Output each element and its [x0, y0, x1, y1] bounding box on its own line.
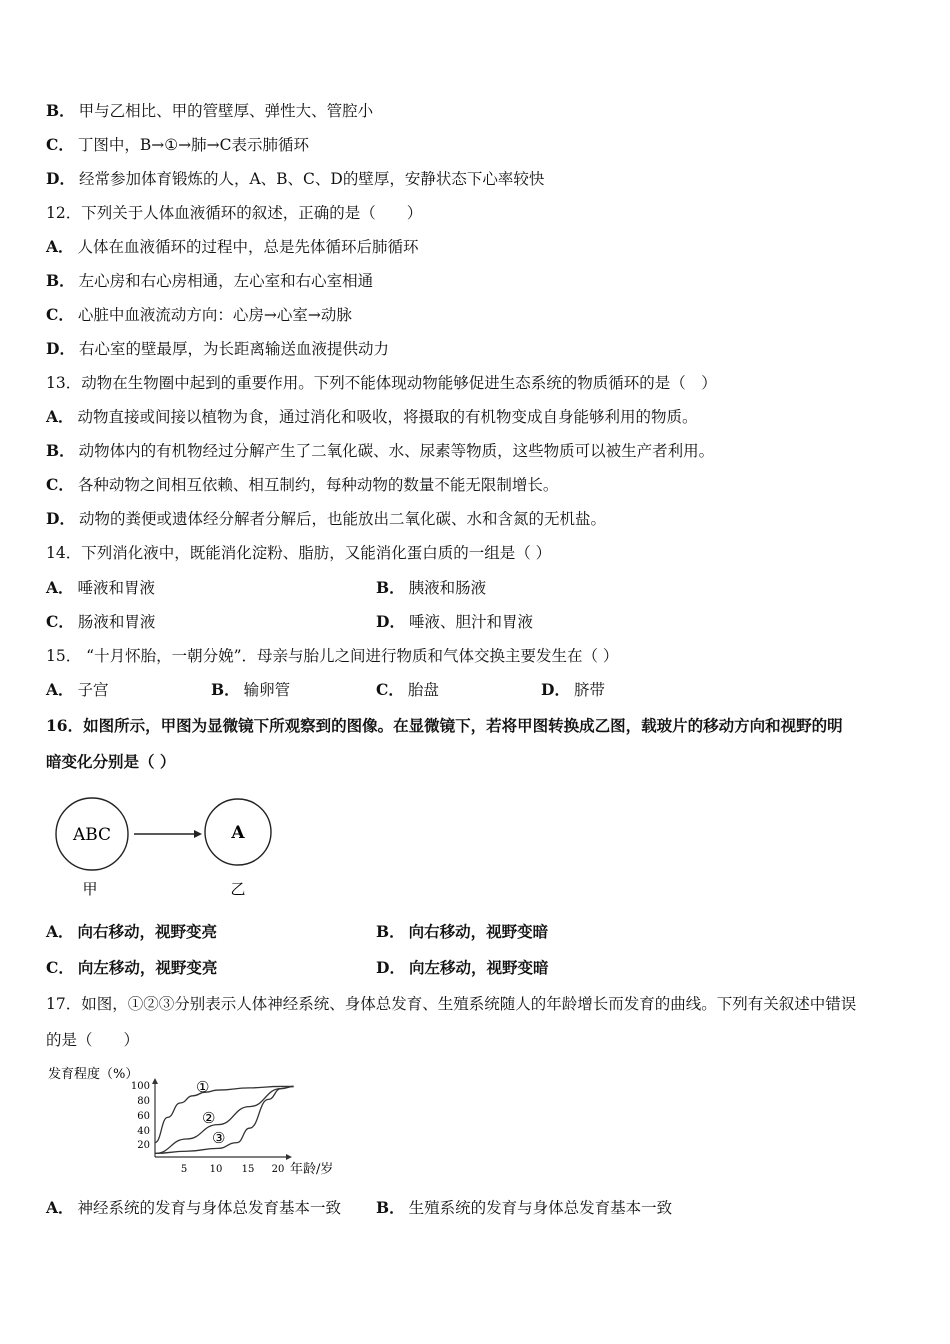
q14-option-d: D． 唾液、胆汁和胃液 — [376, 612, 533, 631]
q13-option-d: D． 动物的粪便或遗体经分解者分解后，也能放出二氧化碳、水和含氮的无机盐。 — [46, 509, 606, 528]
x-axis-title: 年龄/岁 — [290, 1162, 334, 1177]
y-tick-40: 40 — [137, 1126, 150, 1137]
q16-stem-line1: 16．如图所示，甲图为显微镜下所观察到的图像。在显微镜下，若将甲图转换成乙图，载玻片的移动方向和视野的明 — [46, 716, 843, 735]
q13-stem: 13．动物在生物圈中起到的重要作用。下列不能体现动物能够促进生态系统的物质循环的是（ ） — [46, 374, 717, 392]
caption-yi: 乙 — [230, 880, 246, 898]
y-tick-20: 20 — [137, 1140, 150, 1151]
q12-option-b: B． 左心房和右心房相通，左心室和右心室相通 — [46, 271, 374, 290]
q11-option-b: B． 甲与乙相比、甲的管壁厚、弹性大、管腔小 — [46, 101, 374, 120]
q14-option-a: A． 唾液和胃液 — [46, 578, 156, 597]
q16-option-d: D． 向左移动，视野变暗 — [376, 958, 549, 977]
jia-image-text: ABC — [72, 825, 112, 845]
y-axis-arrow-icon — [152, 1078, 158, 1084]
q12-option-a: A． 人体在血液循环的过程中，总是先体循环后肺循环 — [46, 237, 419, 256]
q15-option-d: D． 脐带 — [541, 680, 605, 699]
x-axis-arrow-icon — [286, 1154, 292, 1160]
q14-stem: 14．下列消化液中，既能消化淀粉、脂肪，又能消化蛋白质的一组是（ ） — [46, 544, 552, 562]
q11-option-d: D． 经常参加体育锻炼的人，A、B、C、D的壁厚，安静状态下心率较快 — [46, 169, 545, 188]
curve-label-1: ① — [196, 1078, 210, 1096]
q12-stem: 12．下列关于人体血液循环的叙述，正确的是（ ） — [46, 204, 423, 222]
q16-option-a: A． 向右移动，视野变亮 — [46, 922, 218, 941]
y-tick-80: 80 — [137, 1096, 150, 1107]
q16-option-c: C． 向左移动，视野变亮 — [46, 958, 218, 977]
arrow-head-icon — [194, 830, 202, 838]
q13-option-a: A． 动物直接或间接以植物为食，通过消化和吸收，将摄取的有机物变成自身能够利用的物质。 — [46, 407, 698, 426]
q15-stem: 15． “十月怀胎，一朝分娩”．母亲与胎儿之间进行物质和气体交换主要发生在（ ） — [46, 647, 619, 665]
q14-option-c: C． 肠液和胃液 — [46, 612, 156, 631]
q14-option-b: B． 胰液和肠液 — [376, 578, 487, 597]
q17-option-a: A． 神经系统的发育与身体总发育基本一致 — [46, 1198, 342, 1217]
yi-image-text: A — [231, 823, 245, 843]
curve-label-2: ② — [202, 1109, 216, 1127]
q13-option-b: B． 动物体内的有机物经过分解产生了二氧化碳、水、尿素等物质，这些物质可以被生产者利用。 — [46, 441, 715, 460]
q11-option-c: C． 丁图中，B→①→肺→C表示肺循环 — [46, 135, 309, 154]
curve-label-3: ③ — [212, 1129, 226, 1147]
microscope-figure — [46, 786, 286, 904]
development-curve-chart — [46, 1062, 346, 1180]
y-tick-60: 60 — [137, 1111, 150, 1122]
q17-stem-line1: 17．如图，①②③分别表示人体神经系统、身体总发育、生殖系统随人的年龄增长而发育的曲线。下列有关叙述中错误 — [46, 995, 857, 1013]
x-tick-15: 15 — [241, 1164, 255, 1175]
q17-stem-line2: 的是（ ） — [46, 1031, 140, 1049]
y-axis-title: 发育程度（%） — [48, 1067, 139, 1082]
q15-option-a: A． 子宫 — [46, 680, 109, 699]
q12-option-d: D． 右心室的壁最厚，为长距离输送血液提供动力 — [46, 339, 389, 358]
q15-option-b: B． 输卵管 — [211, 680, 291, 699]
q12-option-c: C． 心脏中血液流动方向：心房→心室→动脉 — [46, 305, 352, 324]
q17-option-b: B． 生殖系统的发育与身体总发育基本一致 — [376, 1198, 673, 1217]
x-tick-10: 10 — [209, 1164, 223, 1175]
q13-option-c: C． 各种动物之间相互依赖、相互制约，每种动物的数量不能无限制增长。 — [46, 475, 559, 494]
q16-option-b: B． 向右移动，视野变暗 — [376, 922, 549, 941]
x-tick-5: 5 — [180, 1164, 188, 1175]
caption-jia: 甲 — [82, 880, 98, 898]
y-tick-100: 100 — [130, 1081, 150, 1092]
q16-stem-line2: 暗变化分别是（ ） — [46, 752, 176, 771]
q15-option-c: C． 胎盘 — [376, 680, 439, 699]
x-tick-20: 20 — [271, 1164, 285, 1175]
